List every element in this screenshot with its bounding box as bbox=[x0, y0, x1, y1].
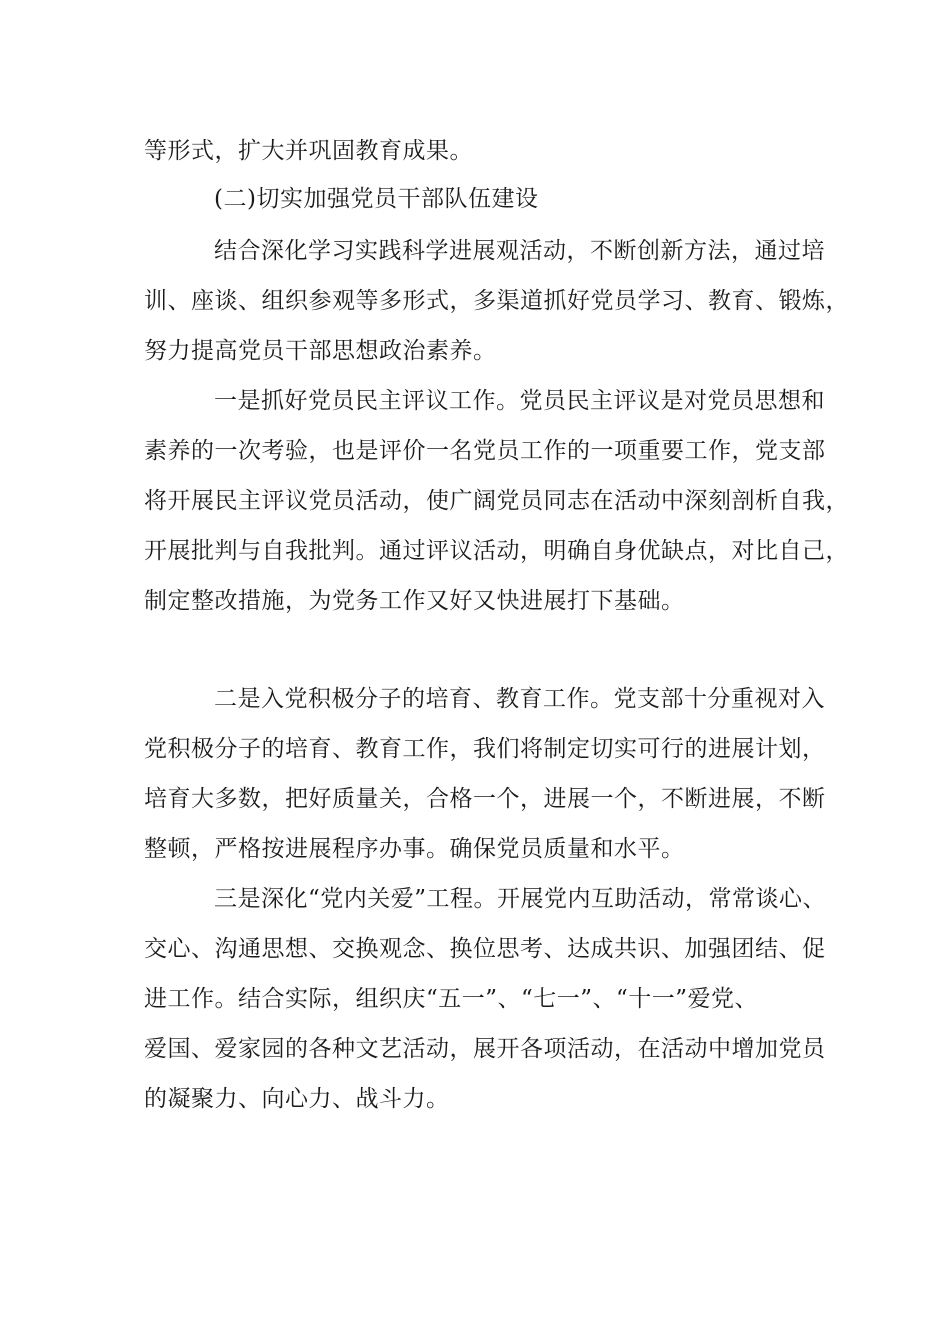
paragraph-line: 进工作。结合实际，组织庆“五一”、“七一”、“十一”爱党、 bbox=[144, 986, 759, 1012]
paragraph-line: 将开展民主评议党员活动，使广阔党员同志在活动中深刻剖析自我， bbox=[144, 488, 849, 514]
paragraph-line: 训、座谈、组织参观等多形式，多渠道抓好党员学习、教育、锻炼， bbox=[144, 288, 849, 314]
paragraph-line: 培育大多数，把好质量关，合格一个，进展一个，不断进展，不断 bbox=[144, 786, 826, 812]
section-heading: (二)切实加强党员干部队伍建设 bbox=[214, 186, 539, 212]
paragraph-line: 等形式，扩大并巩固教育成果。 bbox=[144, 138, 473, 164]
paragraph-line: 开展批判与自我批判。通过评议活动，明确自身优缺点，对比自己， bbox=[144, 538, 849, 564]
paragraph-line: 爱国、爱家园的各种文艺活动，展开各项活动，在活动中增加党员 bbox=[144, 1036, 826, 1062]
paragraph-line: 交心、沟通思想、交换观念、换位思考、达成共识、加强团结、促 bbox=[144, 936, 826, 962]
paragraph-line: 一是抓好党员民主评议工作。党员民主评议是对党员思想和 bbox=[214, 388, 825, 414]
paragraph-line: 二是入党积极分子的培育、教育工作。党支部十分重视对入 bbox=[214, 686, 825, 712]
paragraph-line: 整顿，严格按进展程序办事。确保党员质量和水平。 bbox=[144, 836, 685, 862]
paragraph-line: 努力提高党员干部思想政治素养。 bbox=[144, 338, 497, 364]
paragraph-line: 素养的一次考验，也是评价一名党员工作的一项重要工作，党支部 bbox=[144, 438, 826, 464]
paragraph-line: 三是深化“党内关爱”工程。开展党内互助活动，常常谈心、 bbox=[214, 886, 827, 912]
paragraph-line: 结合深化学习实践科学进展观活动，不断创新方法，通过培 bbox=[214, 238, 825, 264]
paragraph-line: 的凝聚力、向心力、战斗力。 bbox=[144, 1086, 450, 1112]
paragraph-line: 制定整改措施，为党务工作又好又快进展打下基础。 bbox=[144, 588, 685, 614]
paragraph-line: 党积极分子的培育、教育工作，我们将制定切实可行的进展计划， bbox=[144, 736, 826, 762]
